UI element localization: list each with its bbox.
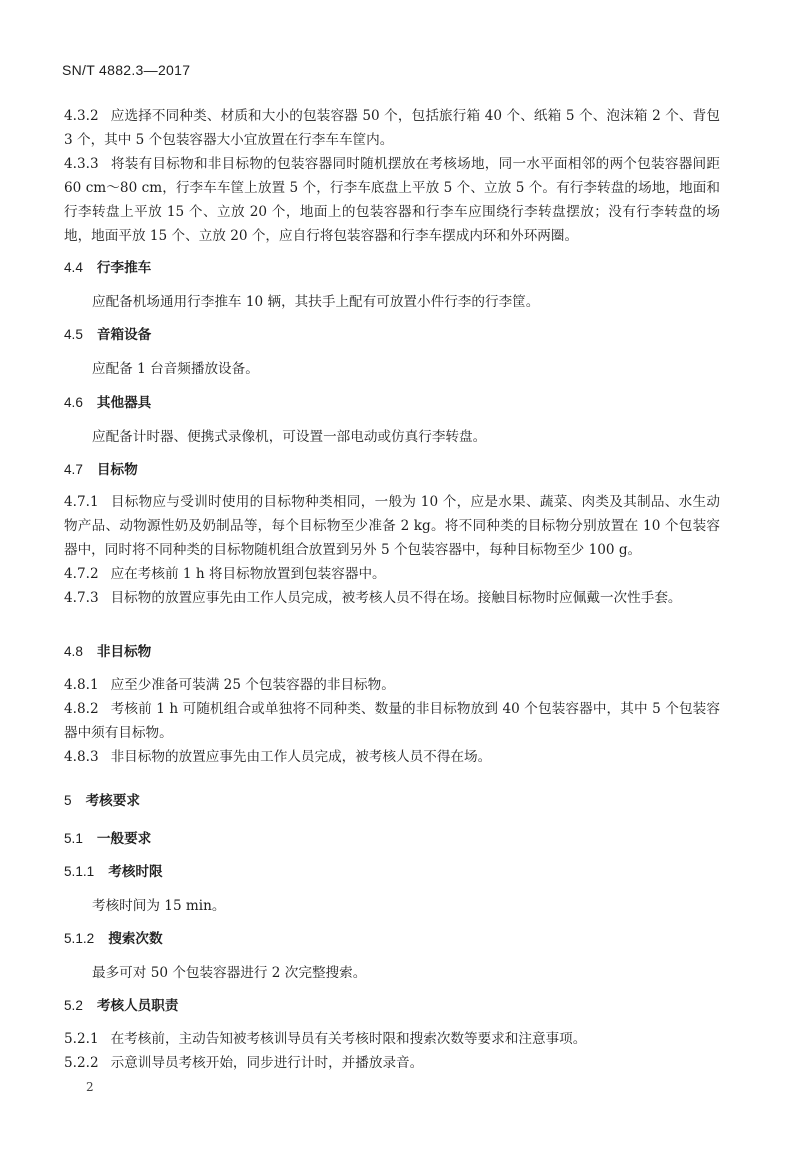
heading-number: 4.7 — [64, 462, 83, 477]
heading-number: 4.8 — [64, 644, 83, 659]
clause-text: 将装有目标物和非目标物的包装容器同时随机摆放在考核场地，同一水平面相邻的两个包装容器间距 60 cm～80 cm，行李车车筐上放置 5 个，行李车底盘上平放 5 个、立放 5 个。有行李转盘的场地，地面和行李转盘上平放 15 个、立放 20 个，地面上的包装容器和行李车应围绕行李转盘摆放；没有行李转盘的场地，地面平放 15 个、立放 20 个，应自行将包装容器和行李车摆成内环和外环两圈。 — [64, 156, 720, 244]
clause-4-3-3 — [64, 152, 720, 248]
heading-title: 目标物 — [96, 462, 138, 478]
clause-number: 4.8.2 — [64, 701, 99, 717]
clause-number: 5.2.2 — [64, 1055, 99, 1071]
heading-number: 5.2 — [64, 998, 83, 1013]
clause-4-8-3 — [64, 745, 720, 769]
heading-title: 考核时限 — [108, 864, 163, 880]
heading-5-1-1 — [64, 862, 163, 882]
heading-number: 5.1 — [64, 831, 83, 846]
heading-number: 5.1.1 — [64, 864, 95, 879]
clause-text: 目标物应与受训时使用的目标物种类相同，一般为 10 个，应是水果、蔬菜、肉类及其制品、水生动物产品、动物源性奶及奶制品等，每个目标物至少准备 2 kg。将不同种类的目标物分别放置在 10 个包装容器中，同时将不同种类的目标物随机组合放置到另外 5 个包装容器中，每种目标物至少 100 g。 — [64, 494, 720, 558]
heading-4-8 — [64, 642, 151, 662]
heading-5-2 — [64, 996, 178, 1016]
clause-4-8-1 — [64, 673, 720, 697]
clause-text: 目标物的放置应事先由工作人员完成，被考核人员不得在场。接触目标物时应佩戴一次性手套。 — [110, 590, 682, 606]
heading-title: 考核要求 — [85, 793, 140, 809]
clause-5-2-2 — [64, 1051, 720, 1075]
clause-5-2-1 — [64, 1027, 720, 1051]
heading-4-5 — [64, 325, 151, 345]
clause-4-3-2 — [64, 104, 720, 152]
heading-number: 5 — [64, 793, 72, 808]
heading-title: 音箱设备 — [96, 327, 152, 343]
clause-number: 4.7.2 — [64, 566, 99, 582]
heading-4-7 — [64, 460, 138, 480]
heading-title: 非目标物 — [96, 644, 152, 660]
heading-4-4 — [64, 258, 151, 278]
heading-title: 行李推车 — [96, 260, 152, 276]
heading-number: 4.6 — [64, 395, 83, 410]
clause-number: 4.7.3 — [64, 590, 99, 606]
paragraph-5-1-2: 最多可对 50 个包装容器进行 2 次完整搜索。 — [92, 965, 367, 981]
paragraph-4-4: 应配备机场通用行李推车 10 辆，其扶手上配有可放置小件行李的行李筐。 — [92, 294, 540, 310]
clause-number: 4.3.2 — [64, 108, 99, 124]
heading-title: 搜索次数 — [108, 931, 163, 947]
paragraph-5-1-1: 考核时间为 15 min。 — [92, 898, 226, 914]
clause-4-7-1 — [64, 490, 720, 562]
heading-title: 其他器具 — [96, 395, 152, 411]
clause-text: 非目标物的放置应事先由工作人员完成，被考核人员不得在场。 — [110, 749, 492, 765]
clause-number: 4.7.1 — [64, 494, 99, 510]
clause-text: 应选择不同种类、材质和大小的包装容器 50 个，包括旅行箱 40 个、纸箱 5 个、泡沫箱 2 个、背包 3 个，其中 5 个包装容器大小宜放置在行李车车筐内。 — [64, 108, 720, 148]
heading-5-1-2 — [64, 929, 163, 949]
clause-text: 应在考核前 1 h 将目标物放置到包装容器中。 — [110, 566, 386, 582]
heading-number: 5.1.2 — [64, 931, 95, 946]
clause-text: 示意训导员考核开始，同步进行计时，并播放录音。 — [110, 1055, 424, 1071]
clause-4-7-2 — [64, 562, 720, 586]
clause-number: 4.8.1 — [64, 677, 99, 693]
heading-5-1 — [64, 829, 151, 849]
clause-4-8-2 — [64, 697, 720, 745]
clause-text: 应至少准备可装满 25 个包装容器的非目标物。 — [110, 677, 395, 693]
page-number: 2 — [86, 1080, 94, 1094]
clause-number: 5.2.1 — [64, 1031, 99, 1047]
heading-number: 4.4 — [64, 260, 83, 275]
clause-text: 在考核前，主动告知被考核训导员有关考核时限和搜索次数等要求和注意事项。 — [110, 1031, 587, 1047]
standard-code: SN/T 4882.3—2017 — [62, 62, 191, 78]
clause-text: 考核前 1 h 可随机组合或单独将不同种类、数量的非目标物放到 40 个包装容器中，其中 5 个包装容器中须有目标物。 — [64, 701, 720, 741]
clause-number: 4.3.3 — [64, 156, 99, 172]
clause-4-7-3 — [64, 586, 720, 610]
paragraph-4-5: 应配备 1 台音频播放设备。 — [92, 361, 259, 377]
paragraph-4-6: 应配备计时器、便携式录像机，可设置一部电动或仿真行李转盘。 — [92, 429, 487, 445]
heading-number: 4.5 — [64, 327, 83, 342]
heading-title: 一般要求 — [96, 831, 152, 847]
clause-number: 4.8.3 — [64, 749, 99, 765]
heading-title: 考核人员职责 — [96, 998, 179, 1014]
heading-4-6 — [64, 393, 151, 413]
heading-5 — [64, 791, 140, 811]
